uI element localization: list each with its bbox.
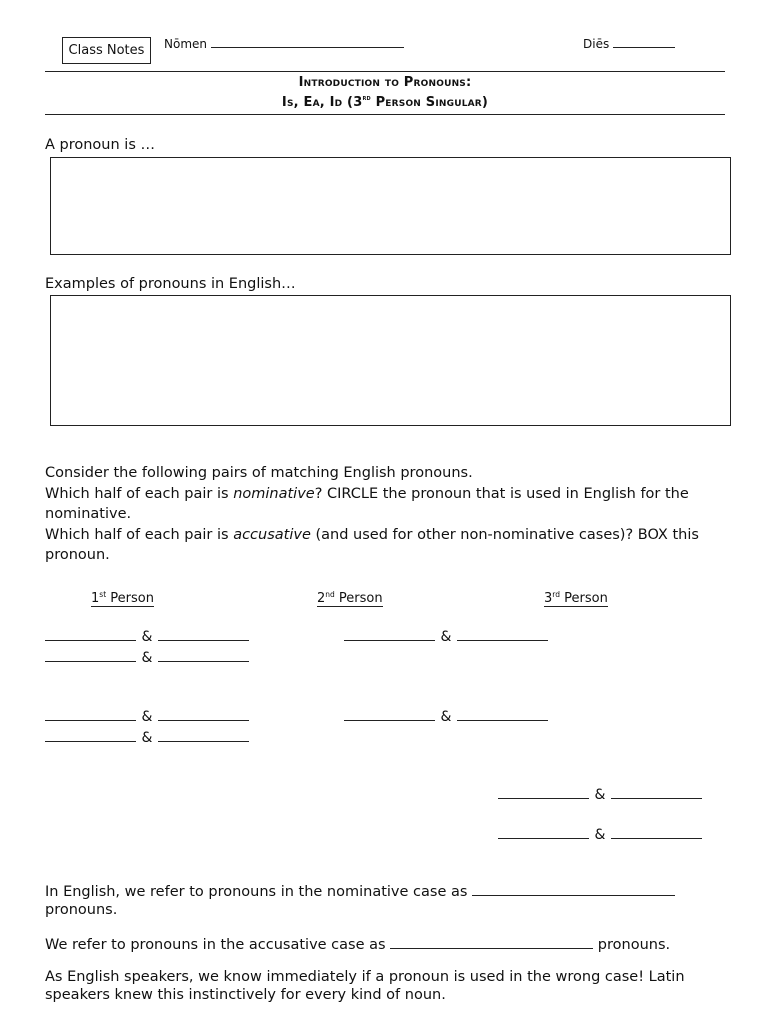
- pair-separator: &: [440, 709, 452, 725]
- pronoun-blank[interactable]: [344, 628, 435, 641]
- name-label: Nōmen: [164, 37, 207, 51]
- header-rule-top: [45, 71, 725, 72]
- title-line-2: [45, 94, 725, 110]
- pronoun-blank[interactable]: [158, 628, 249, 641]
- pair-separator: &: [594, 827, 606, 843]
- column-header-second-person: 2nd Person: [317, 590, 383, 606]
- pronoun-blank[interactable]: [45, 729, 136, 742]
- pair-separator: &: [440, 629, 452, 645]
- instruction-line-2: Which half of each pair is nominative? CIRCLE the pronoun that is used in English for the nominative.: [45, 485, 689, 522]
- date-label: Diēs: [583, 37, 610, 51]
- nominative-statement: In English, we refer to pronouns in the nominative case as pronouns.: [45, 881, 735, 919]
- pronoun-blank[interactable]: [498, 826, 589, 839]
- pronoun-blank[interactable]: [498, 786, 589, 799]
- name-field: [164, 35, 404, 51]
- pronoun-definition-box[interactable]: [50, 157, 731, 255]
- instruction-line-3: Which half of each pair is accusative (and used for other non-nominative cases)? BOX this pronoun.: [45, 526, 699, 563]
- accusative-statement: We refer to pronouns in the accusative case as pronouns.: [45, 934, 735, 956]
- pronoun-blank[interactable]: [611, 826, 702, 839]
- pair-separator: &: [141, 709, 153, 725]
- examples-label: Examples of pronouns in English…: [45, 276, 296, 292]
- pair-separator: &: [141, 650, 153, 666]
- name-blank[interactable]: [211, 35, 404, 48]
- pronoun-blank[interactable]: [344, 708, 435, 721]
- instructions: [45, 463, 735, 566]
- pronoun-blank[interactable]: [45, 708, 136, 721]
- pronoun-blank[interactable]: [457, 628, 548, 641]
- pair-blank-row: [344, 628, 548, 644]
- instruction-line-1: Consider the following pairs of matching English pronouns.: [45, 465, 473, 481]
- column-header-third-person: 3rd Person: [544, 590, 608, 606]
- closing-note: As English speakers, we know immediately if a pronoun is used in the wrong case! Latin speakers knew this instinctively for every kind of noun.: [45, 969, 685, 1003]
- pair-blank-row: [45, 649, 249, 665]
- date-blank[interactable]: [613, 35, 675, 48]
- pair-separator: &: [594, 787, 606, 803]
- pronoun-blank[interactable]: [457, 708, 548, 721]
- nominative-term: nominative: [233, 485, 315, 502]
- pair-blank-row: [498, 826, 702, 842]
- accusative-term: accusative: [233, 526, 311, 543]
- class-notes-label: Class Notes: [62, 37, 151, 64]
- pronoun-blank[interactable]: [158, 649, 249, 662]
- title-line-1: Introduction to Pronouns:: [298, 75, 472, 90]
- pronoun-blank[interactable]: [158, 708, 249, 721]
- accusative-term-blank[interactable]: [390, 934, 593, 949]
- date-field: [583, 35, 675, 51]
- pair-blank-row: [498, 786, 702, 802]
- pronoun-definition-label: A pronoun is …: [45, 137, 155, 153]
- pronoun-blank[interactable]: [611, 786, 702, 799]
- title-line-2-sup: rd: [362, 94, 371, 102]
- pronoun-blank[interactable]: [158, 729, 249, 742]
- nominative-term-blank[interactable]: [472, 881, 675, 896]
- pair-blank-row: [344, 708, 548, 724]
- pronoun-blank[interactable]: [45, 628, 136, 641]
- pair-separator: &: [141, 730, 153, 746]
- pair-blank-row: [45, 729, 249, 745]
- pronoun-blank[interactable]: [45, 649, 136, 662]
- pair-separator: &: [141, 629, 153, 645]
- column-header-first-person: 1st Person: [91, 590, 154, 606]
- title-line-2-pre: Is, Ea, Id (3: [281, 95, 363, 110]
- pair-blank-row: [45, 628, 249, 644]
- title-line-2-post: Person Singular): [370, 95, 489, 110]
- examples-box[interactable]: [50, 295, 731, 426]
- header-rule-bottom: [45, 114, 725, 115]
- pair-blank-row: [45, 708, 249, 724]
